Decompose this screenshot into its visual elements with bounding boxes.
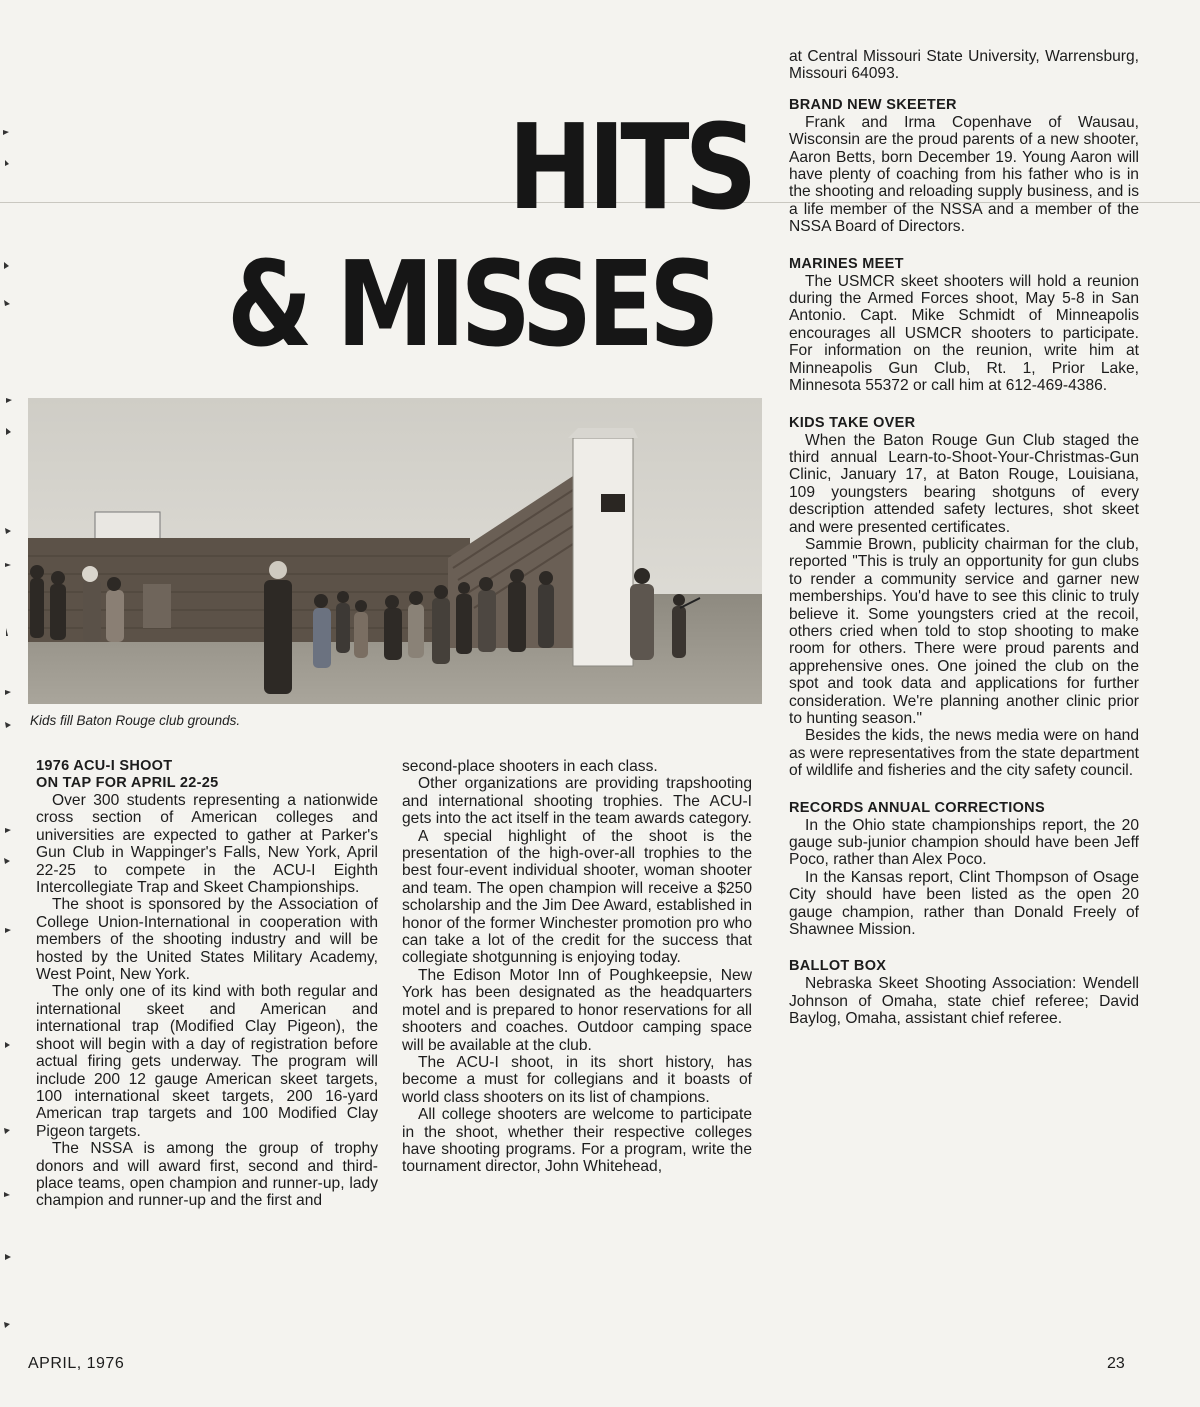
section-heading-marines-meet: MARINES MEET: [789, 255, 904, 272]
photo-baton-rouge-club: [28, 398, 762, 704]
paragraph: The NSSA is among the group of trophy donors and will award first, second and third-place teams, open champion and runner-up, lady champion and runner-up and the first and: [36, 1140, 378, 1210]
section-heading-brand-new-skeeter: BRAND NEW SKEETER: [789, 96, 957, 113]
paragraph-continued: at Central Missouri State University, Warrensburg, Missouri 64093.: [789, 48, 1139, 83]
paragraph: The ACU-I shoot, in its short history, has become a must for collegians and it boasts of world class shooters on its list of champions.: [402, 1053, 752, 1106]
paragraph: Frank and Irma Copenhave of Wausau, Wisconsin are the proud parents of a new shooter, Aaron Betts, born December 19. Young Aaron will have plenty of coaching from his father who is in the shooting and reloading supply business, and is a life member of the NSSA and a member of the NSSA Board of Directors.: [789, 113, 1139, 236]
article-heading: 1976 ACU-I SHOOT: [36, 758, 173, 774]
section-heading-kids-take-over: KIDS TAKE OVER: [789, 414, 916, 431]
column-2: [402, 758, 752, 1176]
section-heading-ballot-box: BALLOT BOX: [789, 958, 887, 975]
photo-caption: Kids fill Baton Rouge club grounds.: [30, 713, 241, 728]
article-subheading: ON TAP FOR APRIL 22-25: [36, 775, 219, 791]
paragraph: A special highlight of the shoot is the presentation of the high-over-all trophies to the best four-event individual shooter, woman shooter and team. The open champion will receive a $250 scholarship and the Jim Dee Award, established in honor of the former Winchester promotion pro who can take a lot of the credit for the success that collegiate shotgunning is enjoying today.: [402, 827, 752, 967]
column-1: [36, 758, 378, 1210]
paragraph: The only one of its kind with both regular and international skeet and American and international trap (Modified Clay Pigeon), the shoot will begin with a day of registration before actual firing gets underway. The program will include 200 12 gauge American skeet targets, 100 international skeet targets, 200 16-yard American trap targets and 100 Modified Clay Pigeon targets.: [36, 983, 378, 1140]
paragraph: In the Ohio state championships report, the 20 gauge sub-junior champion should have been Jeff Poco, rather than Alex Poco.: [789, 816, 1139, 869]
paragraph: Over 300 students representing a nationwide cross section of American colleges and universities are expected to gather at Parker's Gun Club in Wappinger's Falls, New York, April 22-25 to compete in the ACU-I Eighth Intercollegiate Trap and Skeet Championships.: [36, 792, 378, 897]
photo-illustration: [28, 398, 762, 704]
page-number: 23: [1107, 1355, 1125, 1372]
headline-misses: & MISSES: [227, 235, 715, 373]
margin-marks: [0, 0, 24, 1407]
paragraph: Other organizations are providing trapshooting and international shooting trophies. The ACU-I gets into the act itself in the team awards category.: [402, 775, 752, 828]
footer-date: APRIL, 1976: [28, 1355, 125, 1372]
section-heading-records-annual-corrections: RECORDS ANNUAL CORRECTIONS: [789, 799, 1045, 816]
paragraph: In the Kansas report, Clint Thompson of Osage City should have been listed as the open 20 gauge champion, rather than Donald Freely of Shawnee Mission.: [789, 868, 1139, 939]
column-3: [789, 48, 1139, 1028]
paragraph: When the Baton Rouge Gun Club staged the third annual Learn-to-Shoot-Your-Christmas-Gun Clinic, January 17, at Baton Rouge, Louisiana, 109 youngsters bearing shotguns of every description attended safety lectures, shot skeet and were presented certificates.: [789, 431, 1139, 536]
headline-hits: HITS: [508, 98, 753, 236]
paragraph: Besides the kids, the news media were on hand as were representatives from the state department of wildlife and fisheries and the city safety council.: [789, 727, 1139, 780]
paragraph-continued: second-place shooters in each class.: [402, 758, 658, 775]
paragraph: All college shooters are welcome to participate in the shoot, whether their respective colleges have shooting programs. For a program, write the tournament director, John Whitehead,: [402, 1106, 752, 1176]
paragraph: The USMCR skeet shooters will hold a reunion during the Armed Forces shoot, May 5-8 in San Antonio. Capt. Mike Schmidt of Minneapolis encourages all USMCR shooters to participate. For information on the reunion, write him at Minneapolis Gun Club, Rt. 1, Prior Lake, Minnesota 55372 or call him at 612-469-4386.: [789, 272, 1139, 395]
paragraph: Sammie Brown, publicity chairman for the club, reported "This is truly an opportunity for gun clubs to render a community service and garner new memberships. You'd have to see this clinic to truly believe it. Some youngsters cried at the recoil, others cried when told to stop shooting to make room for others. There were proud parents and apprehensive ones. One joined the club on the spot and took data and applications for further consideration. We're planning another clinic prior to hunting season.": [789, 535, 1139, 727]
paragraph: The shoot is sponsored by the Association of College Union-International in cooperation with members of the shooting industry and will be hosted by the United States Military Academy, West Point, New York.: [36, 896, 378, 984]
paragraph: Nebraska Skeet Shooting Association: Wendell Johnson of Omaha, state chief referee; David Baylog, Omaha, assistant chief referee.: [789, 975, 1139, 1028]
paragraph: The Edison Motor Inn of Poughkeepsie, New York has been designated as the headquarters motel and is prepared to honor reservations for all shooters and coaches. Outdoor camping space will be available at the club.: [402, 966, 752, 1054]
